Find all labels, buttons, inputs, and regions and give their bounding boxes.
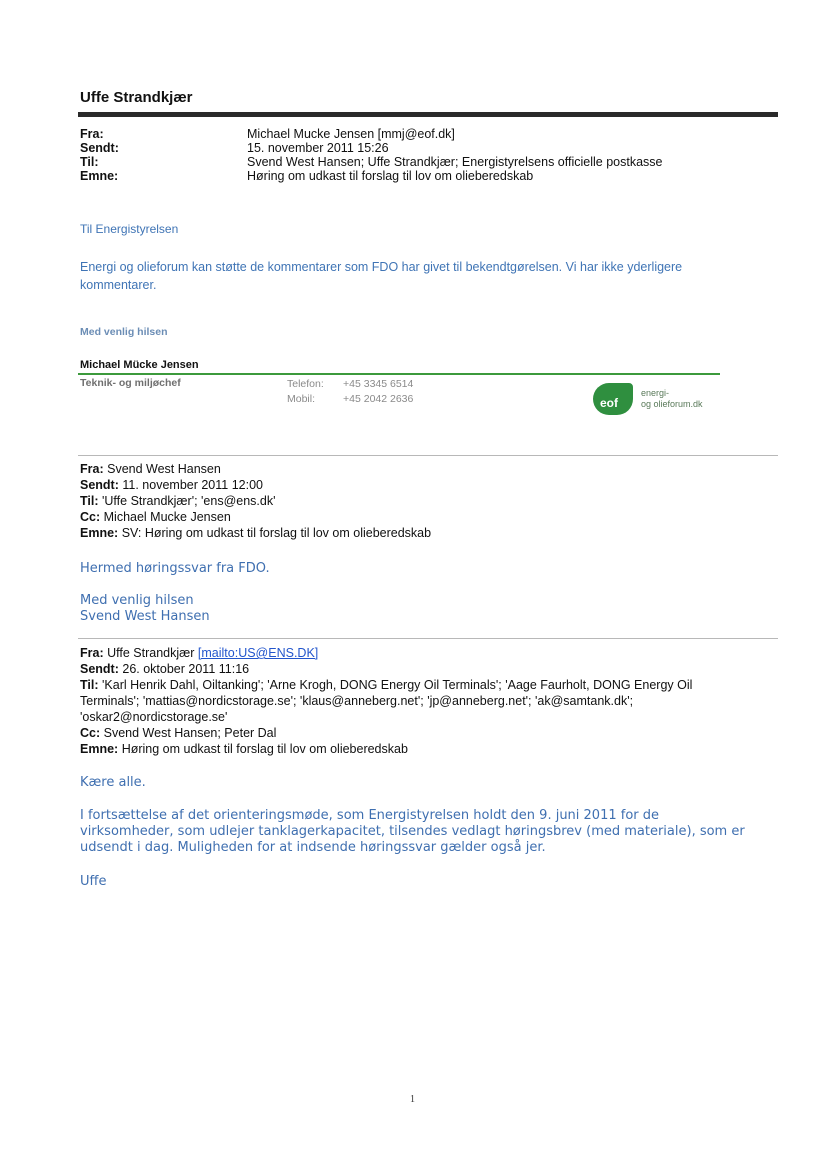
regards-line: Svend West Hansen xyxy=(80,609,210,624)
msg3-sent-label: Sendt: xyxy=(80,662,119,676)
body-line: kommentarer. xyxy=(80,278,157,292)
msg2-to-label: Til: xyxy=(80,494,99,508)
message-separator xyxy=(78,455,778,456)
salutation: Til Energistyrelsen xyxy=(80,222,179,236)
msg2-cc-label: Cc: xyxy=(80,510,101,524)
msg2-sent-label: Sendt: xyxy=(80,478,119,492)
mobile-value: +45 2042 2636 xyxy=(343,393,414,405)
page-number: 1 xyxy=(410,1094,415,1105)
header-rule xyxy=(78,112,778,117)
msg3-from-label: Fra: xyxy=(80,646,104,660)
msg2-regards xyxy=(80,593,210,625)
msg2-subject: SV: Høring om udkast til forslag til lov om olieberedskab xyxy=(121,526,432,540)
msg3-to-line: 'Karl Henrik Dahl, Oiltanking'; 'Arne Krogh, DONG Energy Oil Terminals'; 'Aage Faurholt, DONG Energy Oil xyxy=(102,678,693,692)
mailto-link[interactable]: [mailto:US@ENS.DK] xyxy=(197,646,319,660)
logo-line: energi- xyxy=(641,388,670,398)
msg2-subject-label: Emne: xyxy=(80,526,119,540)
subject-value: Høring om udkast til forslag til lov om olieberedskab xyxy=(247,169,534,183)
signature-rule xyxy=(78,373,720,375)
msg2-cc: Michael Mucke Jensen xyxy=(103,510,231,524)
msg3-sent: 26. oktober 2011 11:16 xyxy=(122,662,250,676)
msg3-to-line: Terminals'; 'mattias@nordicstorage.se'; 'klaus@anneberg.net'; 'jp@anneberg.net'; 'ak@samtank.dk'; xyxy=(80,694,634,708)
msg2-from: Svend West Hansen xyxy=(107,462,221,476)
msg2-body: Hermed høringssvar fra FDO. xyxy=(80,561,270,576)
phone-value: +45 3345 6514 xyxy=(343,378,414,390)
msg2-to: 'Uffe Strandkjær'; 'ens@ens.dk' xyxy=(102,494,276,508)
signature-name: Michael Mücke Jensen xyxy=(80,359,199,371)
msg3-cc-label: Cc: xyxy=(80,726,101,740)
msg3-body xyxy=(80,808,780,856)
body-line: I fortsættelse af det orienteringsmøde, som Energistyrelsen holdt den 9. juni 2011 for de xyxy=(80,808,660,823)
body-line: Energi og olieforum kan støtte de kommentarer som FDO har givet til bekendtgørelsen. Vi har ikke yderligere xyxy=(80,260,683,274)
sent-label: Sendt: xyxy=(80,141,119,155)
email-header xyxy=(80,127,662,183)
msg3-subject-label: Emne: xyxy=(80,742,119,756)
signature-title: Teknik- og miljøchef xyxy=(80,377,181,389)
logo-line: og olieforum.dk xyxy=(641,399,703,409)
logo-text xyxy=(641,388,703,410)
forwarded-header xyxy=(80,461,431,541)
to-label: Til: xyxy=(80,155,99,169)
msg2-sent: 11. november 2011 12:00 xyxy=(122,478,263,492)
phone-label: Telefon: xyxy=(287,378,324,390)
msg3-from: Uffe Strandkjær xyxy=(107,646,195,660)
body-line: udsendt i dag. Muligheden for at indsende høringssvar gælder også jer. xyxy=(80,840,546,855)
msg3-cc: Svend West Hansen; Peter Dal xyxy=(103,726,277,740)
msg3-signoff: Uffe xyxy=(80,874,107,889)
subject-label: Emne: xyxy=(80,169,119,183)
msg3-to-line: 'oskar2@nordicstorage.se' xyxy=(80,710,228,724)
mailbox-owner-name: Uffe Strandkjær xyxy=(80,89,193,106)
msg3-subject: Høring om udkast til forslag til lov om olieberedskab xyxy=(121,742,408,756)
from-label: Fra: xyxy=(80,127,104,141)
message-separator xyxy=(78,638,778,639)
mobile-label: Mobil: xyxy=(287,393,316,405)
msg3-to-label: Til: xyxy=(80,678,99,692)
original-header xyxy=(80,645,692,757)
from-value: Michael Mucke Jensen [mmj@eof.dk] xyxy=(247,127,455,141)
body-line: virksomheder, som udlejer tanklagerkapacitet, tilsendes vedlagt høringsbrev (med materiale), som er xyxy=(80,824,745,839)
to-value: Svend West Hansen; Uffe Strandkjær; Energistyrelsens officielle postkasse xyxy=(247,155,663,169)
message-body xyxy=(80,258,760,294)
logo-mark: eof xyxy=(600,396,618,410)
regards-line: Med venlig hilsen xyxy=(80,593,194,608)
sent-value: 15. november 2011 15:26 xyxy=(247,141,389,155)
signature-contacts xyxy=(287,377,413,407)
msg2-from-label: Fra: xyxy=(80,462,104,476)
msg3-greeting: Kære alle. xyxy=(80,775,146,790)
regards: Med venlig hilsen xyxy=(80,326,168,338)
eof-logo xyxy=(593,383,723,415)
